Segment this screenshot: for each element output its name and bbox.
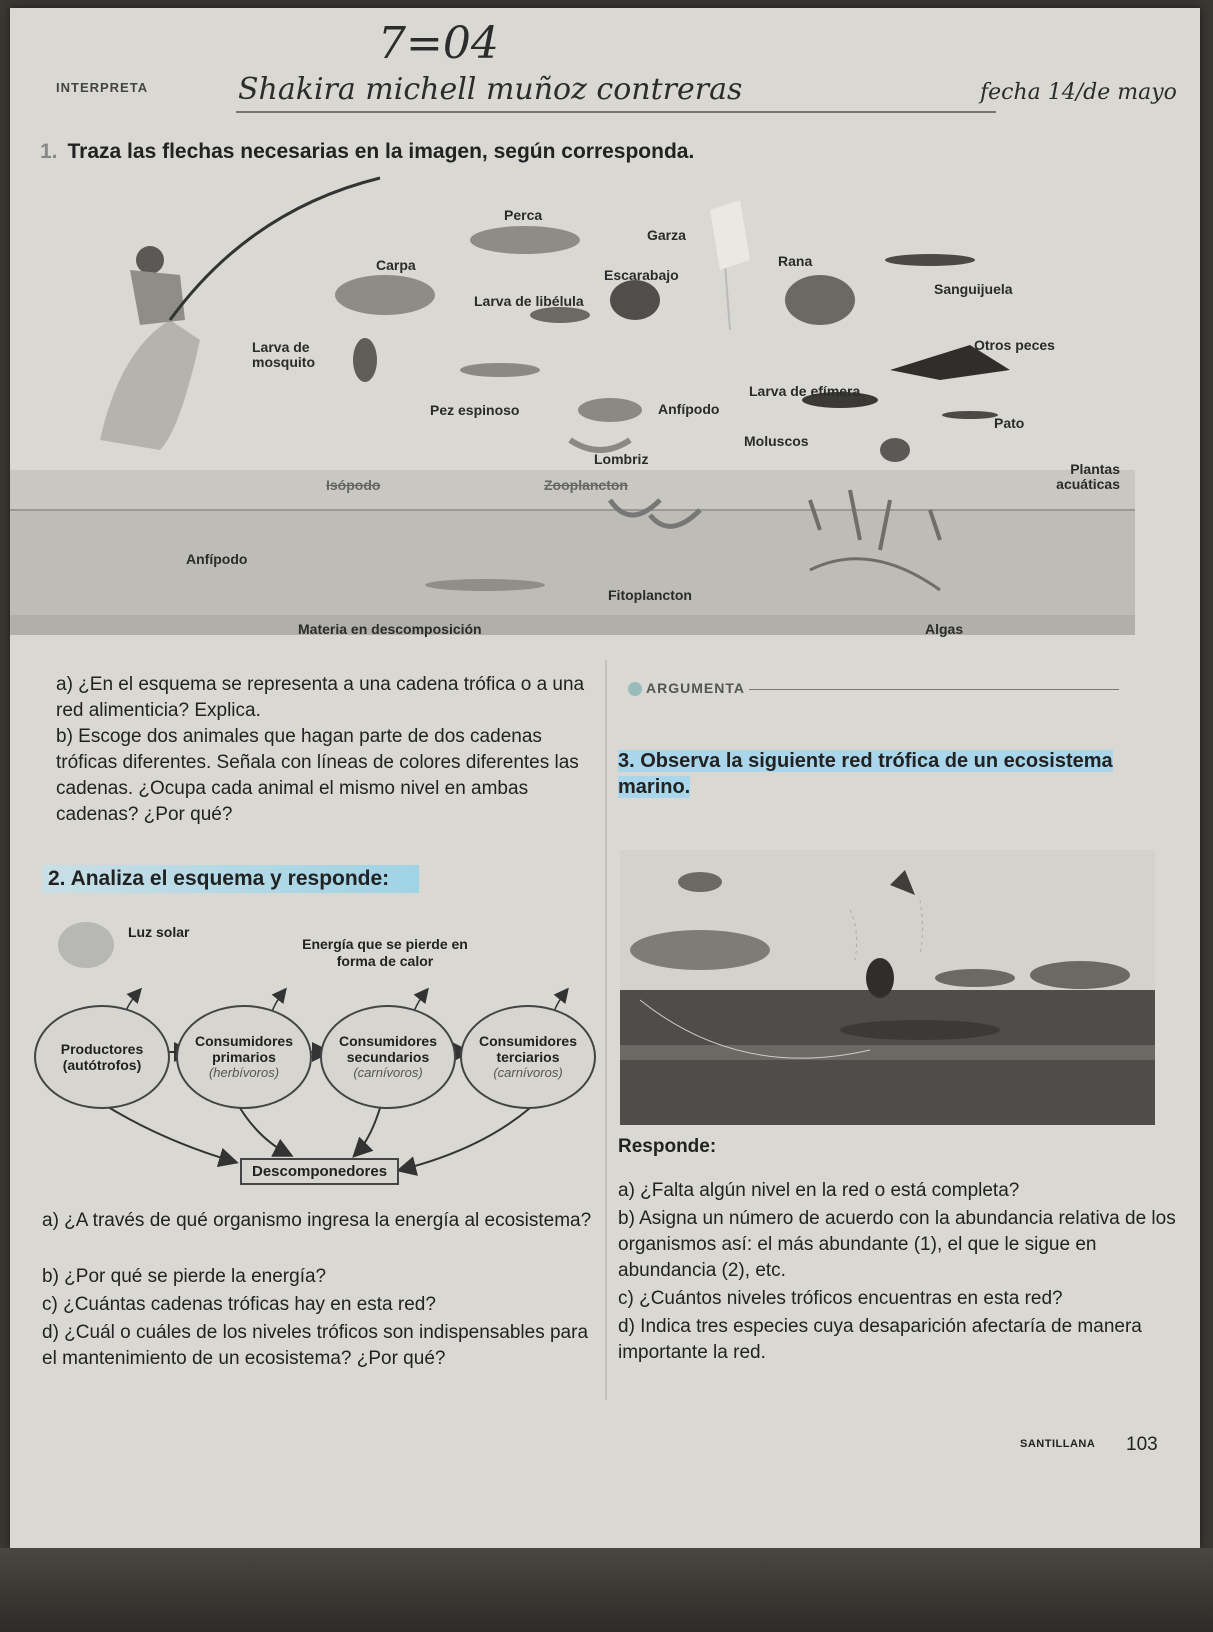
handwritten-date: fecha 14/de mayo [980, 80, 1177, 105]
carp-fish [335, 275, 435, 315]
label-escarabajo: Escarabajo [604, 267, 679, 283]
label-pato: Pato [994, 415, 1025, 431]
question-3-heading [618, 748, 1178, 800]
mollusc [880, 438, 910, 462]
node-terciarios-sub: (carnívoros) [493, 1065, 563, 1080]
dolphin [630, 930, 770, 970]
label-moluscos: Moluscos [744, 433, 809, 449]
heron [710, 200, 750, 270]
fisherman-head [136, 246, 164, 274]
node-primarios-sub: (herbívoros) [208, 1065, 280, 1080]
node-consumidores-secundarios [320, 1005, 456, 1109]
label-larva-libelula: Larva de libélula [474, 293, 584, 309]
label-zooplancton: Zooplancton [544, 477, 628, 493]
label-larva-mosquito: Larva de mosquito [252, 339, 315, 370]
background-surface [0, 1548, 1213, 1632]
node-productores-label: Productores [60, 1041, 144, 1057]
label-lombriz: Lombriz [594, 451, 649, 467]
seabird [678, 872, 722, 892]
duck [942, 411, 998, 419]
perch-fish [470, 226, 580, 254]
fish-school [840, 1020, 1000, 1040]
node-secundarios-sub: (carnívoros) [353, 1065, 423, 1080]
sea-lion [1030, 961, 1130, 989]
node-productores-sub: (autótrofos) [62, 1057, 142, 1073]
node-secundarios-label: Consumidores secundarios [338, 1033, 437, 1065]
question-1-text: Traza las flechas necesarias en la imagen, según corresponda. [67, 140, 695, 163]
name-underline [236, 108, 996, 116]
argumenta-tag [628, 680, 1119, 696]
handwritten-student-name: Shakira michell muñoz contreras [238, 72, 743, 107]
arrow-terciarios-descomp [400, 1108, 530, 1170]
question-3b: b) Asigna un número de acuerdo con la abundancia relativa de los organismos así: el más abundante (1), el que le sigue en abundancia (2), etc. [618, 1208, 1176, 1281]
amphipod-bottom [425, 579, 545, 591]
page-number: 103 [1126, 1434, 1158, 1455]
node-consumidores-terciarios [460, 1005, 596, 1109]
mosquito-larva [353, 338, 377, 382]
argumenta-label: ARGUMENTA [646, 680, 745, 696]
fisherman-rock [100, 320, 200, 450]
stickleback-fish [460, 363, 540, 377]
frog [785, 275, 855, 325]
node-consumidores-primarios [176, 1005, 312, 1109]
handwritten-score: 7=04 [378, 18, 499, 69]
pond-illustration [10, 170, 1135, 660]
beetle [610, 280, 660, 320]
label-sun: Luz solar [128, 924, 190, 940]
question-2-heading: 2. Analiza el esquema y responde: [42, 865, 419, 893]
question-3c: c) ¿Cuántos niveles tróficos encuentras en esta red? [618, 1288, 1063, 1309]
question-2a: a) ¿A través de qué organismo ingresa la energía al ecosistema? [42, 1210, 592, 1231]
marine-illustration [620, 850, 1155, 1125]
node-terciarios-label: Consumidores terciarios [478, 1033, 577, 1065]
question-1-number: 1. [40, 140, 58, 163]
leech [885, 254, 975, 266]
energy-flow-diagram [40, 900, 610, 1210]
node-primarios-label: Consumidores primarios [194, 1033, 293, 1065]
question-1-instruction [40, 140, 694, 164]
question-3a: a) ¿Falta algún nivel en la red o está completa? [618, 1180, 1020, 1201]
penguin [866, 958, 894, 998]
heron-leg [725, 265, 730, 330]
seal [935, 969, 1015, 987]
arrow-productores-descomp [100, 1102, 235, 1162]
question-1b: b) Escoge dos animales que hagan parte de dos cadenas tróficas diferentes. Señala con líneas de colores diferentes las cadenas. ¿Ocupa cada animal el mismo nivel en ambas cadenas? ¿Por qué? [56, 726, 579, 825]
label-plantas-acuaticas: Plantas acuáticas [1056, 461, 1120, 492]
earthworm [570, 440, 630, 450]
question-1a: a) ¿En el esquema se representa a una cadena trófica o a una red alimenticia? Explica. [56, 674, 585, 721]
publisher-brand: SANTILLANA [1020, 1438, 1096, 1450]
label-rana: Rana [778, 253, 813, 269]
node-productores [34, 1005, 170, 1109]
label-anfipodo: Anfípodo [658, 401, 720, 417]
question-2b: b) ¿Por qué se pierde la energía? [42, 1266, 327, 1287]
column-divider [604, 660, 608, 1400]
label-garza: Garza [647, 227, 686, 243]
section-tag: INTERPRETA [56, 80, 149, 95]
question-2c: c) ¿Cuántas cadenas tróficas hay en esta red? [42, 1294, 436, 1315]
dragonfly-larva [530, 307, 590, 323]
label-sanguijuela: Sanguijuela [934, 281, 1013, 297]
question-2d: d) ¿Cuál o cuáles de los niveles tróficos son indispensables para el mantenimiento de un ecosistema? ¿Por qué? [42, 1322, 589, 1369]
label-isopodo: Isópodo [326, 477, 381, 493]
label-anfipodo-bottom: Anfípodo [186, 551, 248, 567]
amphipod [578, 398, 642, 422]
label-heat-loss: Energía que se pierde en forma de calor [302, 936, 468, 969]
question-3d: d) Indica tres especies cuya desaparición afectaría de manera importante la red. [618, 1316, 1142, 1363]
label-carpa: Carpa [376, 257, 416, 273]
label-algas: Algas [925, 621, 964, 637]
responde-label: Responde: [618, 1136, 717, 1157]
arrow-secundarios-descomp [355, 1108, 380, 1155]
label-otros-peces: Otros peces [974, 337, 1055, 353]
label-pez-espinoso: Pez espinoso [430, 402, 520, 418]
label-larva-efimera: Larva de efímera [749, 383, 861, 399]
fisherman-body [130, 270, 185, 325]
argumenta-rule [749, 689, 1119, 690]
label-materia: Materia en descomposición [298, 621, 482, 637]
argumenta-dot-icon [628, 682, 642, 696]
marine-food-web-image [620, 850, 1155, 1125]
node-descomponedores: Descomponedores [240, 1158, 399, 1185]
label-fitoplancton: Fitoplancton [608, 587, 692, 603]
pond-food-web-scene [10, 170, 1135, 660]
question-3-heading-text: 3. Observa la siguiente red trófica de un ecosistema marino. [618, 750, 1113, 798]
label-perca: Perca [504, 207, 543, 223]
arrow-primarios-descomp [240, 1108, 290, 1155]
